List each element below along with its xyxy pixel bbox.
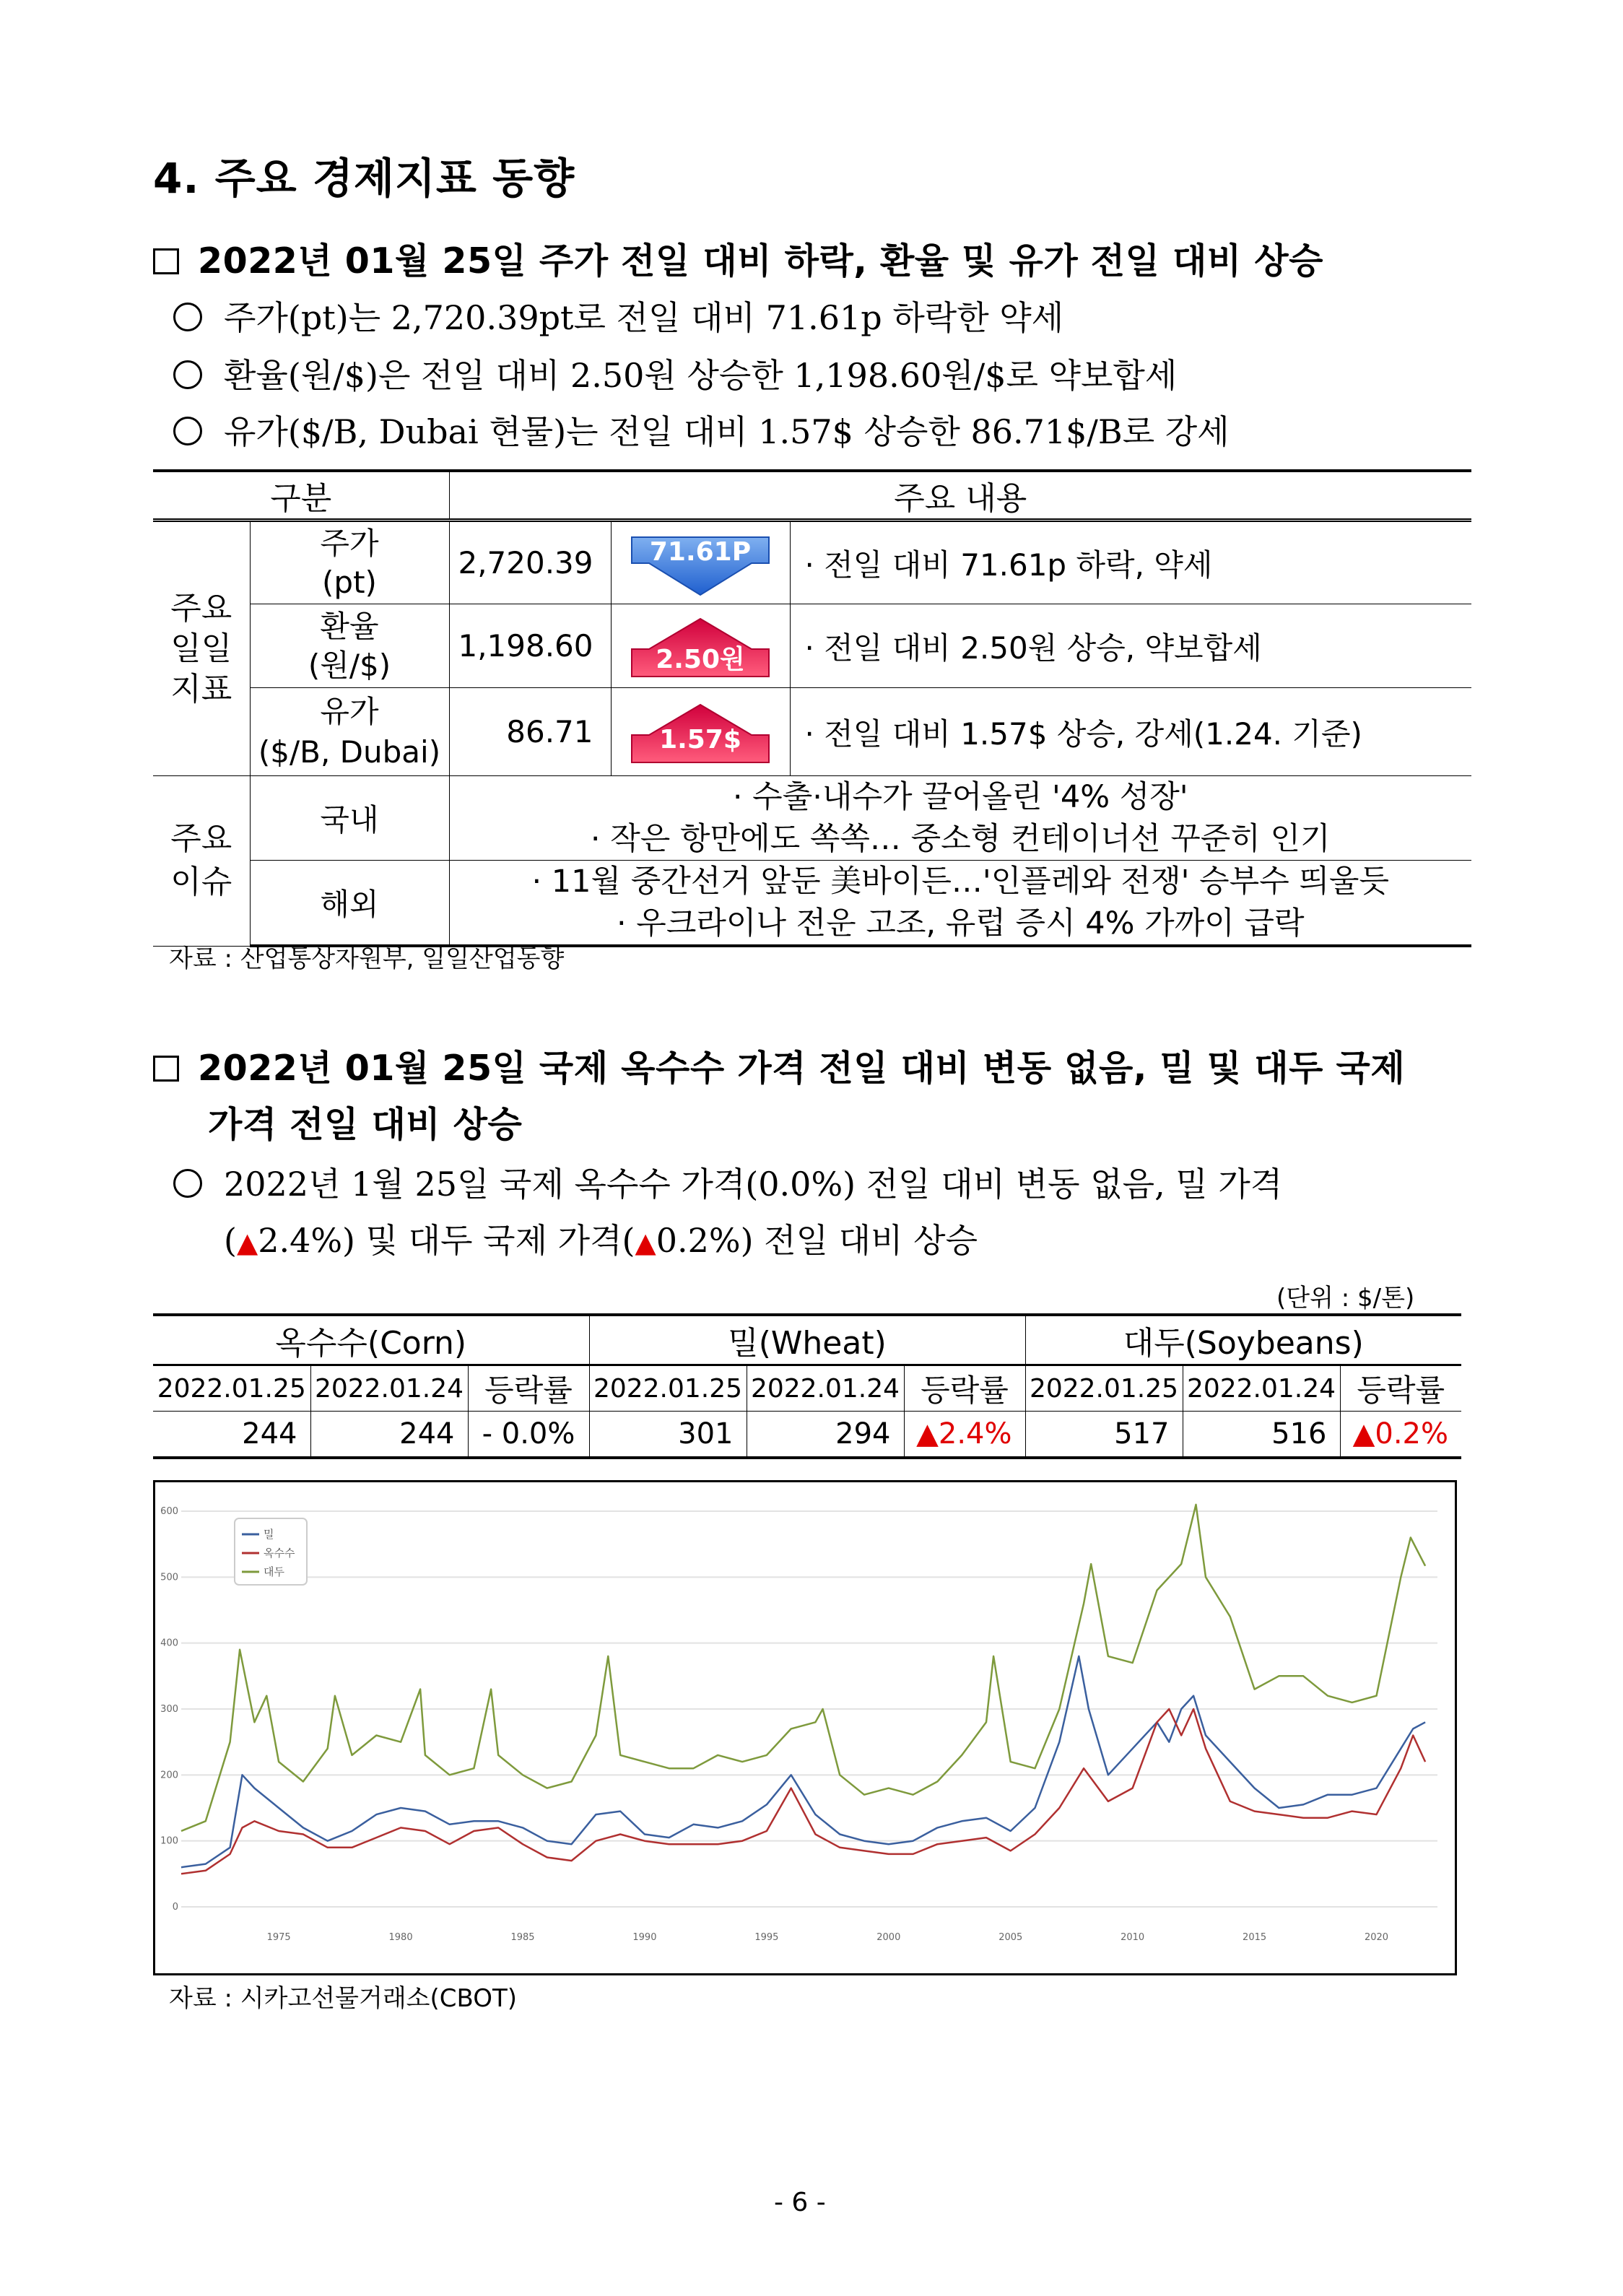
series-line-밀 (181, 1656, 1425, 1867)
x-tick-label: 1990 (632, 1932, 657, 1943)
row-name-exchange: 환율 (원/$) (250, 604, 449, 688)
group-soybeans: 대두(Soybeans) (1025, 1315, 1461, 1365)
change-label-oil: 1.57$ (659, 724, 741, 755)
x-tick-label: 1985 (510, 1932, 535, 1943)
y-tick-label: 300 (160, 1704, 178, 1715)
bullet-oil (173, 403, 1230, 461)
bullet-stock-text: 주가(pt)는 2,720.39pt로 전일 대비 71.61p 하락한 약세 (224, 298, 1064, 337)
issue-name-domestic: 국내 (250, 776, 449, 861)
issue-item: · 11월 중간선거 앞둔 美바이든…'인플레와 전쟁' 승부수 띄울듯 (531, 864, 1390, 900)
bullet-grain-line1: 2022년 1월 25일 국제 옥수수 가격(0.0%) 전일 대비 변동 없음, 밀 가격 (224, 1165, 1283, 1204)
bullet-grain-text-c: 0.2%) 전일 대비 상승 (656, 1221, 978, 1260)
page-title: 4. 주요 경제지표 동향 (153, 154, 575, 203)
issue-item: · 작은 항만에도 쏙쏙… 중소형 컨테이너선 꾸준히 인기 (590, 821, 1331, 857)
corn-yesterday: 244 (310, 1412, 468, 1458)
change-label-exchange: 2.50원 (656, 644, 745, 674)
subheader-rate: 등락률 (468, 1365, 589, 1412)
x-tick-label: 2005 (998, 1932, 1023, 1943)
legend-label: 대두 (264, 1565, 284, 1578)
row-name-oil: 유가 ($/B, Dubai) (250, 688, 449, 776)
soy-today: 517 (1025, 1412, 1183, 1458)
x-tick-label: 2010 (1121, 1932, 1145, 1943)
row-desc-exchange: · 전일 대비 2.50원 상승, 약보합세 (790, 604, 1471, 688)
y-tick-label: 100 (160, 1835, 178, 1847)
change-arrow-oil (611, 688, 790, 776)
circle-bullet-icon (173, 1169, 202, 1198)
row-desc-stock: · 전일 대비 71.61p 하락, 약세 (790, 521, 1471, 604)
bullet-oil-text: 유가($/B, Dubai 현물)는 전일 대비 1.57$ 상승한 86.71$/B로 강세 (224, 412, 1230, 451)
subheader-date: 2022.01.24 (747, 1365, 904, 1412)
bullet-exchange-text: 환율(원/$)은 전일 대비 2.50원 상승한 1,198.60원/$로 약보합세 (224, 356, 1178, 395)
bullet-grain-text-b: 2.4%) 및 대두 국제 가격( (258, 1221, 635, 1260)
x-tick-label: 2000 (876, 1932, 901, 1943)
circle-bullet-icon (173, 417, 202, 445)
change-arrow-stock (611, 521, 790, 604)
section2-heading (153, 1040, 1405, 1097)
legend-label: 옥수수 (264, 1547, 295, 1560)
circle-bullet-icon (173, 303, 202, 331)
wheat-yesterday: 294 (747, 1412, 904, 1458)
y-tick-label: 0 (172, 1902, 178, 1913)
subheader-date: 2022.01.24 (310, 1365, 468, 1412)
issue-items-domestic (449, 776, 1471, 861)
change-arrow-exchange (611, 604, 790, 688)
bullet-stock (173, 289, 1063, 347)
bullet-grain-text-a: ( (224, 1221, 237, 1260)
checkbox-square-icon (153, 1056, 179, 1082)
unit-label: (단위 : $/톤) (1276, 1284, 1415, 1313)
y-tick-label: 400 (160, 1638, 178, 1649)
section1-heading (153, 232, 1323, 290)
row-value-oil: 86.71 (449, 688, 611, 776)
bullet-grain-line2 (224, 1212, 978, 1271)
issue-name-overseas: 해외 (250, 861, 449, 947)
source-note-2: 자료 : 시카고선물거래소(CBOT) (169, 1984, 518, 2013)
wheat-rate: ▲2.4% (904, 1412, 1025, 1458)
bullet-grain (173, 1155, 1282, 1213)
section2-heading-line1: 2022년 01월 25일 국제 옥수수 가격 전일 대비 변동 없음, 밀 및 대두 국제 (198, 1048, 1406, 1089)
header-category: 구분 (153, 471, 449, 521)
wheat-today: 301 (589, 1412, 747, 1458)
x-tick-label: 1975 (266, 1932, 291, 1943)
checkbox-square-icon (153, 248, 179, 274)
section1-heading-text: 2022년 01월 25일 주가 전일 대비 하락, 환율 및 유가 전일 대비 상승 (198, 240, 1323, 282)
row-name-stock: 주가 (pt) (250, 521, 449, 604)
x-tick-label: 2020 (1364, 1932, 1389, 1943)
row-value-exchange: 1,198.60 (449, 604, 611, 688)
issue-item: · 우크라이나 전운 고조, 유럽 증시 4% 가까이 급락 (616, 905, 1305, 942)
soy-yesterday: 516 (1183, 1412, 1340, 1458)
legend-label: 밀 (264, 1528, 274, 1541)
issue-item: · 수출·내수가 끌어올린 '4% 성장' (732, 779, 1188, 815)
daily-indicators-table (153, 469, 1471, 947)
up-triangle-icon: ▲ (635, 1227, 656, 1258)
subheader-rate: 등락률 (1340, 1365, 1461, 1412)
corn-today: 244 (153, 1412, 310, 1458)
x-tick-label: 1980 (388, 1932, 413, 1943)
group-daily-indicators: 주요 일일 지표 (153, 521, 250, 776)
subheader-rate: 등락률 (904, 1365, 1025, 1412)
change-label-stock: 71.61P (649, 536, 752, 567)
row-desc-oil: · 전일 대비 1.57$ 상승, 강세(1.24. 기준) (790, 688, 1471, 776)
row-value-stock: 2,720.39 (449, 521, 611, 604)
series-line-대두 (181, 1505, 1425, 1831)
grain-price-table (153, 1313, 1461, 1459)
y-tick-label: 500 (160, 1572, 178, 1583)
corn-rate: - 0.0% (468, 1412, 589, 1458)
chart-svg (155, 1482, 1455, 1973)
series-line-옥수수 (181, 1709, 1425, 1874)
x-tick-label: 1995 (754, 1932, 779, 1943)
subheader-date: 2022.01.25 (1025, 1365, 1183, 1412)
y-tick-label: 200 (160, 1770, 178, 1781)
group-issues: 주요 이슈 (153, 776, 250, 947)
source-note-1: 자료 : 산업통상자원부, 일일산업동향 (169, 944, 565, 973)
subheader-date: 2022.01.25 (589, 1365, 747, 1412)
circle-bullet-icon (173, 360, 202, 389)
subheader-date: 2022.01.24 (1183, 1365, 1340, 1412)
header-content: 주요 내용 (449, 471, 1471, 521)
subheader-date: 2022.01.25 (153, 1365, 310, 1412)
up-triangle-icon: ▲ (236, 1227, 258, 1258)
soy-rate: ▲0.2% (1340, 1412, 1461, 1458)
grain-price-chart (153, 1480, 1457, 1975)
group-wheat: 밀(Wheat) (589, 1315, 1025, 1365)
y-tick-label: 600 (160, 1506, 178, 1517)
x-tick-label: 2015 (1243, 1932, 1267, 1943)
section2-heading-line2: 가격 전일 대비 상승 (208, 1104, 523, 1145)
group-corn: 옥수수(Corn) (153, 1315, 589, 1365)
bullet-exchange (173, 347, 1177, 404)
issue-items-overseas (449, 861, 1471, 947)
page-number: - 6 - (774, 2188, 826, 2217)
